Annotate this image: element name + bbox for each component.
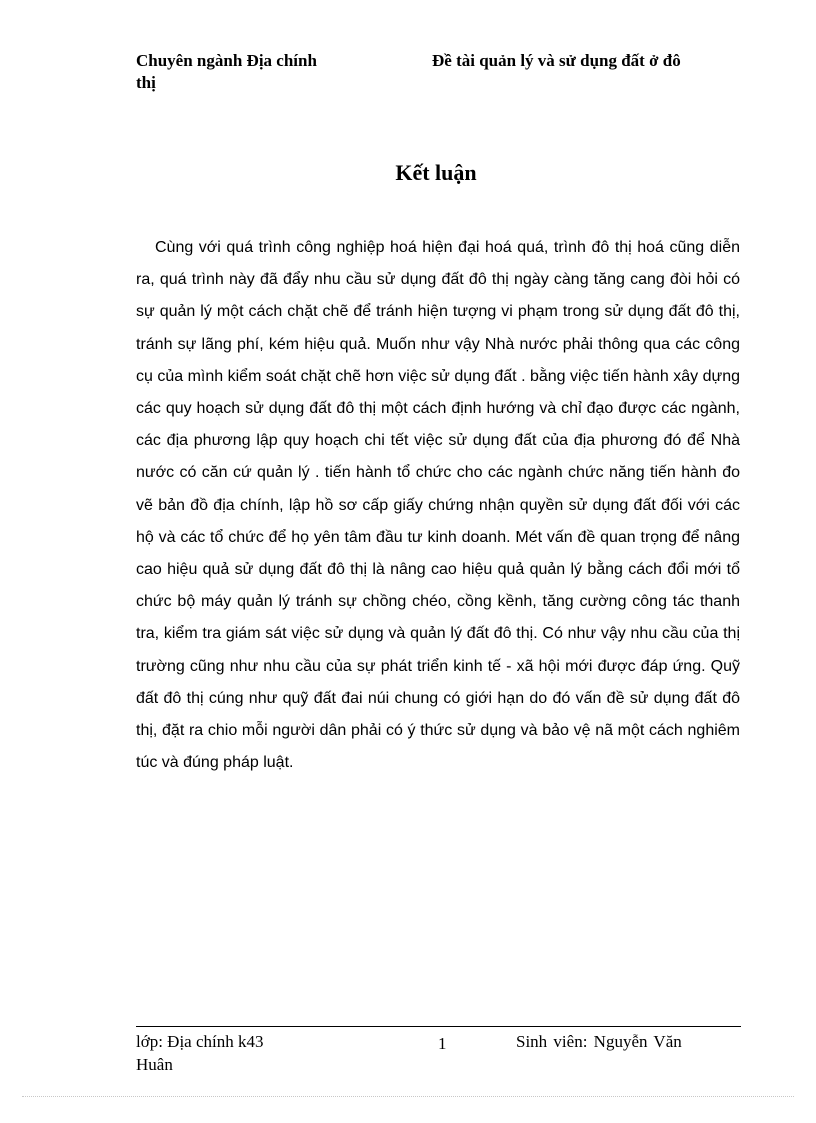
footer-divider bbox=[136, 1026, 741, 1027]
header-major: Chuyên ngành Địa chính bbox=[136, 51, 317, 70]
page-bottom-edge bbox=[22, 1096, 794, 1097]
footer-student: Sinh viên: Nguyễn Văn bbox=[516, 1032, 682, 1051]
page-number: 1 bbox=[438, 1034, 447, 1053]
header-topic: Đề tài quản lý và sử dụng đất ở đô bbox=[432, 51, 681, 70]
footer-student-continued: Huân bbox=[136, 1055, 173, 1074]
footer-class: lớp: Địa chính k43 bbox=[136, 1032, 264, 1051]
header-topic-continued: thị bbox=[136, 73, 156, 92]
page-title: Kết luận bbox=[395, 160, 477, 185]
conclusion-paragraph: Cùng với quá trình công nghiệp hoá hiện đại hoá quá, trình đô thị hoá cũng diễn ra, quá trình này đã đẩy nhu cầu sử dụng đất đô thị ngày càng tăng cang đòi hỏi có sự quản lý một cách chặt chẽ để tránh hiện tượng vi phạm trong sử dụng đất đô thị, tránh sự lãng phí, kém hiệu quả. Muốn như vậy Nhà nước phải thông qua các công cụ của mình kiểm soát chặt chẽ hơn việc sử dụng đất . bằng việc tiến hành xây dựng các quy hoạch sử dụng đất đô thị một cách định hướng và chỉ đạo được các ngành, các địa phương lập quy hoạch chi tết việc sử dụng đất của địa phương đó để Nhà nước có căn cứ quản lý . tiến hành tổ chức cho các ngành chức năng tiến hành đo vẽ bản đồ địa chính, lập hồ sơ cấp giấy chứng nhận quyền sử dụng đất đối với các hộ và các tổ chức để họ yên tâm đầu tư kinh doanh. Mét vấn đề quan trọng để nâng cao hiệu quả sử dụng đất đô thị là nâng cao hiệu quả quản lý bằng cách đổi mới tổ chức bộ máy quản lý tránh sự chồng chéo, cồng kềnh, tăng cường công tác thanh tra, kiểm tra giám sát việc sử dụng và quản lý đất đô thị. Có như vậy nhu cầu của thị trường cũng như nhu cầu của sự phát triển kinh tế - xã hội mới được đáp ứng. Quỹ đất đô thị cúng như quỹ đất đai núi chung có giới hạn do đó vấn đề sử dụng đất đô thị, đặt ra chio mỗi người dân phải có ý thức sử dụng và bảo vệ nã một cách nghiêm túc và đúng pháp luật. bbox=[136, 239, 740, 772]
